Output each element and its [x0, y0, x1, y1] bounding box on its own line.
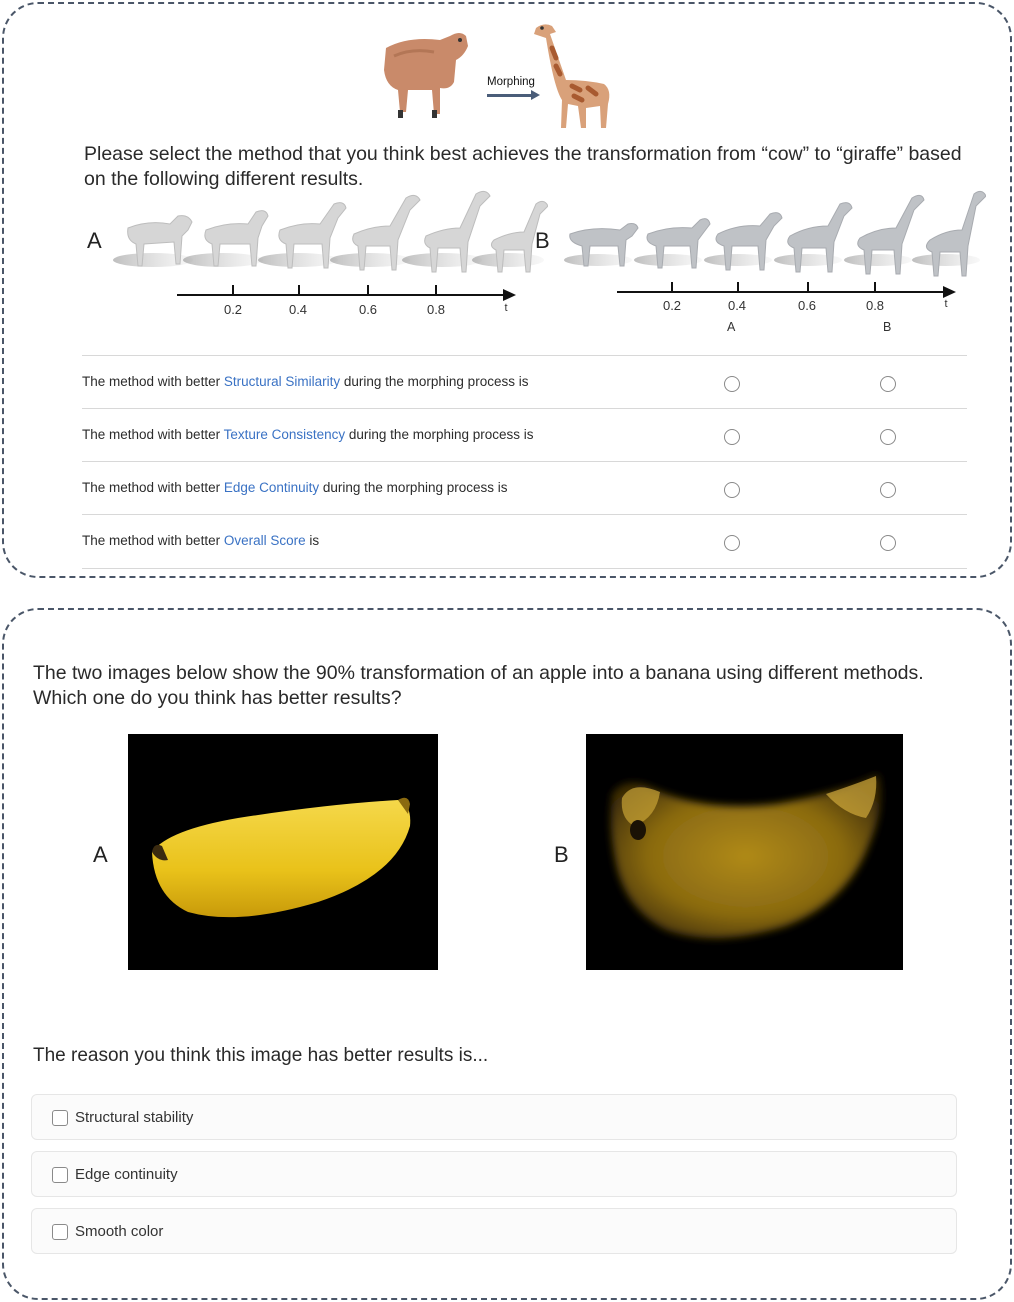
morph-sequence-a	[108, 184, 548, 284]
rating-row-structural-similarity	[82, 355, 967, 407]
morph-sequence-b	[562, 184, 986, 284]
timeline-b-tick	[874, 282, 876, 292]
row-text: The method with better Overall Score is	[82, 533, 320, 548]
radio-a[interactable]	[724, 429, 740, 445]
timeline-a-tick-label: 0.4	[288, 302, 308, 317]
timeline-b-tick-label: 0.4	[727, 298, 747, 313]
cow-image	[378, 26, 472, 122]
timeline-a-tick	[298, 285, 300, 295]
method-b-label: B	[535, 228, 550, 253]
checkbox[interactable]	[52, 1110, 68, 1126]
timeline-b-tick	[737, 282, 739, 292]
timeline-a-arrow	[503, 289, 516, 301]
timeline-a-tick-label: 0.8	[426, 302, 446, 317]
column-head-b: B	[883, 320, 892, 334]
timeline-a-tick	[367, 285, 369, 295]
rating-row-texture-consistency	[82, 408, 967, 460]
morphing-label: Morphing	[487, 76, 535, 88]
row-text: The method with better Structural Similarity during the morphing process is	[82, 374, 529, 389]
column-head-a: A	[727, 320, 736, 334]
timeline-b-tick	[807, 282, 809, 292]
question-text-1: Please select the method that you think best achieves the transformation from “cow” to “giraffe” based on the following different results.	[84, 143, 962, 190]
timeline-b-axis	[617, 291, 945, 293]
option-label: Smooth color	[75, 1223, 164, 1240]
rating-row-overall-score	[82, 514, 967, 569]
banana-image-b[interactable]	[586, 734, 903, 970]
timeline-b-end-label: t	[944, 298, 948, 310]
radio-b[interactable]	[880, 429, 896, 445]
method-a-label: A	[87, 228, 102, 253]
checkbox[interactable]	[52, 1167, 68, 1183]
banana-image-a[interactable]	[128, 734, 438, 970]
timeline-b-tick-label: 0.2	[662, 298, 682, 313]
reason-prompt: The reason you think this image has better results is...	[33, 1045, 489, 1066]
timeline-a-end-label: t	[504, 302, 508, 314]
timeline-b-arrow	[943, 286, 956, 298]
image-b-label: B	[554, 842, 569, 867]
radio-a[interactable]	[724, 535, 740, 551]
timeline-a-tick	[232, 285, 234, 295]
radio-a[interactable]	[724, 376, 740, 392]
radio-a[interactable]	[724, 482, 740, 498]
checkbox[interactable]	[52, 1224, 68, 1240]
timeline-b-tick-label: 0.6	[797, 298, 817, 313]
option-structural-stability[interactable]	[31, 1094, 957, 1140]
morphing-arrow	[487, 94, 531, 97]
option-smooth-color[interactable]	[31, 1208, 957, 1254]
image-a-label: A	[93, 842, 108, 867]
timeline-a-tick	[435, 285, 437, 295]
option-label: Edge continuity	[75, 1166, 178, 1183]
radio-b[interactable]	[880, 376, 896, 392]
rating-row-edge-continuity	[82, 461, 967, 513]
radio-b[interactable]	[880, 535, 896, 551]
option-label: Structural stability	[75, 1109, 194, 1126]
row-text: The method with better Texture Consistency during the morphing process is	[82, 427, 534, 442]
timeline-b-tick-label: 0.8	[865, 298, 885, 313]
row-text: The method with better Edge Continuity during the morphing process is	[82, 480, 508, 495]
timeline-b-tick	[671, 282, 673, 292]
radio-b[interactable]	[880, 482, 896, 498]
timeline-a-tick-label: 0.2	[223, 302, 243, 317]
timeline-a-axis	[177, 294, 505, 296]
timeline-a-tick-label: 0.6	[358, 302, 378, 317]
question-text-2: The two images below show the 90% transformation of an apple into a banana using different methods. Which one do you think has better results?	[33, 662, 924, 709]
option-edge-continuity[interactable]	[31, 1151, 957, 1197]
giraffe-image	[526, 18, 618, 132]
